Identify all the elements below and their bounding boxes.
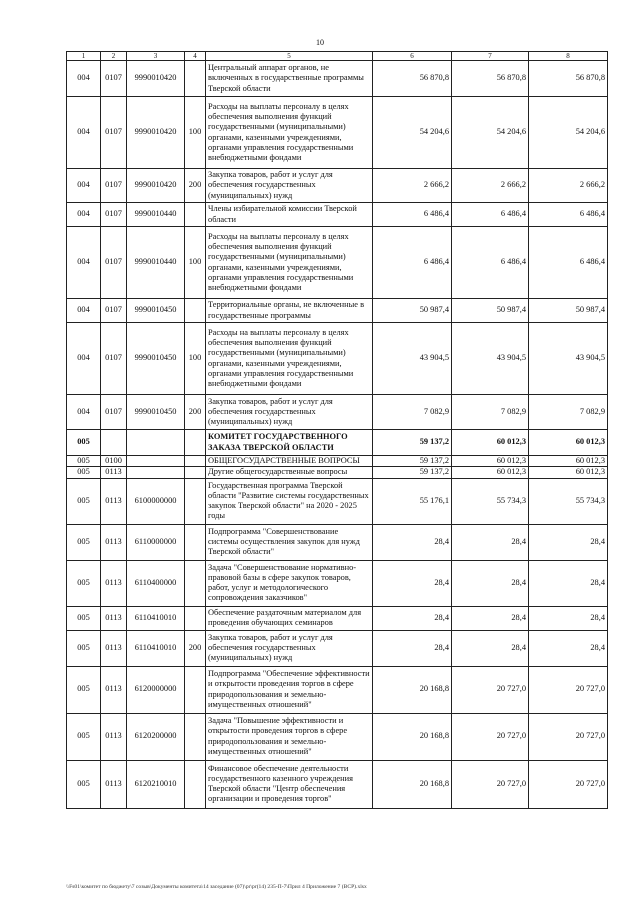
column-number-5: 5 bbox=[206, 52, 373, 61]
table-row bbox=[67, 760, 608, 808]
amount-cell-year2: 54 204,6 bbox=[452, 97, 529, 169]
section-code-cell: 0113 bbox=[101, 560, 127, 606]
admin-code-cell: 005 bbox=[67, 560, 101, 606]
section-code-cell: 0107 bbox=[101, 97, 127, 169]
amount-cell-year2: 28,4 bbox=[452, 524, 529, 560]
amount-cell-year3: 2 666,2 bbox=[529, 169, 608, 203]
expense-type-cell bbox=[185, 203, 206, 227]
description-cell: Задача "Совершенствование нормативно-правовой базы в сфере закупок товаров, работ, услуг и методологического сопровождения заказчиков" bbox=[206, 560, 373, 606]
admin-code-cell: 005 bbox=[67, 456, 101, 467]
amount-cell-year1: 28,4 bbox=[373, 524, 452, 560]
expense-type-cell: 200 bbox=[185, 169, 206, 203]
admin-code-cell: 004 bbox=[67, 299, 101, 323]
expense-type-cell: 100 bbox=[185, 97, 206, 169]
section-code-cell: 0113 bbox=[101, 524, 127, 560]
table-row bbox=[67, 299, 608, 323]
admin-code-cell: 004 bbox=[67, 97, 101, 169]
amount-cell-year3: 28,4 bbox=[529, 560, 608, 606]
target-article-cell: 9990010420 bbox=[127, 61, 185, 97]
amount-cell-year1: 54 204,6 bbox=[373, 97, 452, 169]
amount-cell-year1: 20 168,8 bbox=[373, 713, 452, 760]
amount-cell-year1: 6 486,4 bbox=[373, 227, 452, 299]
description-cell: Финансовое обеспечение деятельности государственного казенного учреждения Тверской области "Центр обеспечения организации и проведения торгов" bbox=[206, 760, 373, 808]
target-article-cell: 9990010450 bbox=[127, 395, 185, 430]
amount-cell-year3: 6 486,4 bbox=[529, 203, 608, 227]
target-article-cell: 6110400000 bbox=[127, 560, 185, 606]
amount-cell-year3: 28,4 bbox=[529, 606, 608, 630]
expense-type-cell bbox=[185, 560, 206, 606]
description-cell: Расходы на выплаты персоналу в целях обеспечения выполнения функций государственными (муниципальными) органами, казенными учреждениями, органами управления государственными внебюджетными фондами bbox=[206, 323, 373, 395]
section-code-cell bbox=[101, 430, 127, 456]
description-cell: Подпрограмма "Обеспечение эффективности и открытости проведения торгов в сфере природопользования и земельно-имущественных отношений" bbox=[206, 666, 373, 713]
expense-type-cell bbox=[185, 430, 206, 456]
table-row bbox=[67, 323, 608, 395]
section-code-cell: 0107 bbox=[101, 227, 127, 299]
amount-cell-year1: 59 137,2 bbox=[373, 430, 452, 456]
target-article-cell: 9990010420 bbox=[127, 169, 185, 203]
table-row bbox=[67, 524, 608, 560]
amount-cell-year2: 60 012,3 bbox=[452, 467, 529, 478]
amount-cell-year2: 6 486,4 bbox=[452, 227, 529, 299]
description-cell: Государственная программа Тверской области "Развитие системы государственных закупок Тверской области" на 2020 - 2025 годы bbox=[206, 478, 373, 524]
target-article-cell: 6120210010 bbox=[127, 760, 185, 808]
table-row bbox=[67, 560, 608, 606]
admin-code-cell: 005 bbox=[67, 524, 101, 560]
amount-cell-year3: 60 012,3 bbox=[529, 430, 608, 456]
section-code-cell: 0113 bbox=[101, 713, 127, 760]
admin-code-cell: 005 bbox=[67, 606, 101, 630]
expense-type-cell: 200 bbox=[185, 630, 206, 666]
description-cell: Другие общегосударственные вопросы bbox=[206, 467, 373, 478]
amount-cell-year3: 60 012,3 bbox=[529, 456, 608, 467]
expense-type-cell bbox=[185, 713, 206, 760]
description-cell: Закупка товаров, работ и услуг для обеспечения государственных (муниципальных) нужд bbox=[206, 395, 373, 430]
amount-cell-year2: 28,4 bbox=[452, 606, 529, 630]
admin-code-cell: 005 bbox=[67, 630, 101, 666]
section-code-cell: 0107 bbox=[101, 299, 127, 323]
admin-code-cell: 004 bbox=[67, 323, 101, 395]
table-row bbox=[67, 430, 608, 456]
admin-code-cell: 004 bbox=[67, 203, 101, 227]
amount-cell-year1: 50 987,4 bbox=[373, 299, 452, 323]
amount-cell-year3: 56 870,8 bbox=[529, 61, 608, 97]
description-cell: Расходы на выплаты персоналу в целях обеспечения выполнения функций государственными (муниципальными) органами, казенными учреждениями, органами управления государственными внебюджетными фондами bbox=[206, 97, 373, 169]
description-cell: КОМИТЕТ ГОСУДАРСТВЕННОГО ЗАКАЗА ТВЕРСКОЙ ОБЛАСТИ bbox=[206, 430, 373, 456]
column-number-6: 6 bbox=[373, 52, 452, 61]
expense-type-cell bbox=[185, 61, 206, 97]
amount-cell-year3: 6 486,4 bbox=[529, 227, 608, 299]
column-number-1: 1 bbox=[67, 52, 101, 61]
table-row bbox=[67, 456, 608, 467]
expense-type-cell: 100 bbox=[185, 323, 206, 395]
description-cell: Территориальные органы, не включенные в государственные программы bbox=[206, 299, 373, 323]
amount-cell-year3: 20 727,0 bbox=[529, 666, 608, 713]
amount-cell-year2: 60 012,3 bbox=[452, 456, 529, 467]
amount-cell-year1: 20 168,8 bbox=[373, 666, 452, 713]
admin-code-cell: 004 bbox=[67, 61, 101, 97]
amount-cell-year1: 20 168,8 bbox=[373, 760, 452, 808]
amount-cell-year3: 55 734,3 bbox=[529, 478, 608, 524]
table-row bbox=[67, 203, 608, 227]
table-row bbox=[67, 227, 608, 299]
amount-cell-year3: 20 727,0 bbox=[529, 760, 608, 808]
amount-cell-year1: 6 486,4 bbox=[373, 203, 452, 227]
admin-code-cell: 004 bbox=[67, 169, 101, 203]
target-article-cell: 9990010440 bbox=[127, 227, 185, 299]
expense-type-cell bbox=[185, 666, 206, 713]
table-row bbox=[67, 395, 608, 430]
admin-code-cell: 005 bbox=[67, 713, 101, 760]
target-article-cell: 6110410010 bbox=[127, 606, 185, 630]
target-article-cell: 9990010450 bbox=[127, 323, 185, 395]
section-code-cell: 0100 bbox=[101, 456, 127, 467]
table-row bbox=[67, 169, 608, 203]
description-cell: ОБЩЕГОСУДАРСТВЕННЫЕ ВОПРОСЫ bbox=[206, 456, 373, 467]
admin-code-cell: 004 bbox=[67, 395, 101, 430]
expense-type-cell: 200 bbox=[185, 395, 206, 430]
column-number-row bbox=[67, 52, 608, 61]
amount-cell-year3: 28,4 bbox=[529, 630, 608, 666]
amount-cell-year3: 54 204,6 bbox=[529, 97, 608, 169]
table-body bbox=[67, 61, 608, 809]
expense-type-cell bbox=[185, 456, 206, 467]
page-number: 10 bbox=[316, 38, 324, 47]
amount-cell-year1: 28,4 bbox=[373, 560, 452, 606]
column-number-3: 3 bbox=[127, 52, 185, 61]
table-row bbox=[67, 467, 608, 478]
amount-cell-year2: 6 486,4 bbox=[452, 203, 529, 227]
admin-code-cell: 005 bbox=[67, 467, 101, 478]
target-article-cell bbox=[127, 467, 185, 478]
amount-cell-year2: 28,4 bbox=[452, 630, 529, 666]
amount-cell-year2: 20 727,0 bbox=[452, 760, 529, 808]
section-code-cell: 0113 bbox=[101, 478, 127, 524]
amount-cell-year2: 50 987,4 bbox=[452, 299, 529, 323]
amount-cell-year2: 56 870,8 bbox=[452, 61, 529, 97]
section-code-cell: 0113 bbox=[101, 606, 127, 630]
description-cell: Задача "Повышение эффективности и открытости проведения торгов в сфере природопользования и земельно-имущественных отношений" bbox=[206, 713, 373, 760]
description-cell: Закупка товаров, работ и услуг для обеспечения государственных (муниципальных) нужд bbox=[206, 169, 373, 203]
column-number-8: 8 bbox=[529, 52, 608, 61]
expense-type-cell bbox=[185, 478, 206, 524]
description-cell: Подпрограмма "Совершенствование системы осуществления закупок для нужд Тверской области" bbox=[206, 524, 373, 560]
amount-cell-year3: 43 904,5 bbox=[529, 323, 608, 395]
table-row bbox=[67, 478, 608, 524]
amount-cell-year3: 7 082,9 bbox=[529, 395, 608, 430]
admin-code-cell: 005 bbox=[67, 760, 101, 808]
section-code-cell: 0107 bbox=[101, 61, 127, 97]
table-row bbox=[67, 630, 608, 666]
expense-type-cell: 100 bbox=[185, 227, 206, 299]
admin-code-cell: 004 bbox=[67, 227, 101, 299]
target-article-cell: 6100000000 bbox=[127, 478, 185, 524]
amount-cell-year1: 28,4 bbox=[373, 606, 452, 630]
amount-cell-year1: 2 666,2 bbox=[373, 169, 452, 203]
amount-cell-year1: 43 904,5 bbox=[373, 323, 452, 395]
target-article-cell: 9990010420 bbox=[127, 97, 185, 169]
section-code-cell: 0113 bbox=[101, 630, 127, 666]
description-cell: Члены избирательной комиссии Тверской области bbox=[206, 203, 373, 227]
amount-cell-year2: 55 734,3 bbox=[452, 478, 529, 524]
admin-code-cell: 005 bbox=[67, 666, 101, 713]
amount-cell-year2: 2 666,2 bbox=[452, 169, 529, 203]
target-article-cell bbox=[127, 430, 185, 456]
column-number-4: 4 bbox=[185, 52, 206, 61]
section-code-cell: 0113 bbox=[101, 666, 127, 713]
amount-cell-year3: 20 727,0 bbox=[529, 713, 608, 760]
description-cell: Обеспечение раздаточным материалом для проведения обучающих семинаров bbox=[206, 606, 373, 630]
section-code-cell: 0107 bbox=[101, 203, 127, 227]
expense-type-cell bbox=[185, 760, 206, 808]
target-article-cell: 6120000000 bbox=[127, 666, 185, 713]
table-row bbox=[67, 666, 608, 713]
amount-cell-year1: 7 082,9 bbox=[373, 395, 452, 430]
amount-cell-year2: 20 727,0 bbox=[452, 713, 529, 760]
description-cell: Закупка товаров, работ и услуг для обеспечения государственных (муниципальных) нужд bbox=[206, 630, 373, 666]
admin-code-cell: 005 bbox=[67, 478, 101, 524]
amount-cell-year1: 56 870,8 bbox=[373, 61, 452, 97]
table-row bbox=[67, 606, 608, 630]
target-article-cell: 9990010440 bbox=[127, 203, 185, 227]
amount-cell-year3: 50 987,4 bbox=[529, 299, 608, 323]
target-article-cell: 6110410010 bbox=[127, 630, 185, 666]
target-article-cell: 6120200000 bbox=[127, 713, 185, 760]
budget-table bbox=[66, 51, 608, 809]
section-code-cell: 0113 bbox=[101, 760, 127, 808]
column-number-2: 2 bbox=[101, 52, 127, 61]
column-number-7: 7 bbox=[452, 52, 529, 61]
section-code-cell: 0107 bbox=[101, 395, 127, 430]
expense-type-cell bbox=[185, 467, 206, 478]
target-article-cell: 6110000000 bbox=[127, 524, 185, 560]
amount-cell-year1: 28,4 bbox=[373, 630, 452, 666]
target-article-cell: 9990010450 bbox=[127, 299, 185, 323]
amount-cell-year2: 43 904,5 bbox=[452, 323, 529, 395]
table-row bbox=[67, 61, 608, 97]
description-cell: Расходы на выплаты персоналу в целях обеспечения выполнения функций государственными (муниципальными) органами, казенными учреждениями, органами управления государственными внебюджетными фондами bbox=[206, 227, 373, 299]
amount-cell-year1: 55 176,1 bbox=[373, 478, 452, 524]
file-path-footer: \\Fs01\комитет по бюджету\7 созыв\Документы комитета\14 заседание (07)\pr\pr(14) 235-П-7\Прил 4 Приложение 7 (ВСР).xlsx bbox=[66, 884, 367, 890]
amount-cell-year2: 7 082,9 bbox=[452, 395, 529, 430]
section-code-cell: 0113 bbox=[101, 467, 127, 478]
target-article-cell bbox=[127, 456, 185, 467]
amount-cell-year3: 28,4 bbox=[529, 524, 608, 560]
table-row bbox=[67, 97, 608, 169]
amount-cell-year2: 20 727,0 bbox=[452, 666, 529, 713]
amount-cell-year1: 59 137,2 bbox=[373, 467, 452, 478]
expense-type-cell bbox=[185, 524, 206, 560]
amount-cell-year1: 59 137,2 bbox=[373, 456, 452, 467]
section-code-cell: 0107 bbox=[101, 169, 127, 203]
table-row bbox=[67, 713, 608, 760]
amount-cell-year2: 28,4 bbox=[452, 560, 529, 606]
description-cell: Центральный аппарат органов, не включенных в государственные программы Тверской области bbox=[206, 61, 373, 97]
amount-cell-year3: 60 012,3 bbox=[529, 467, 608, 478]
expense-type-cell bbox=[185, 606, 206, 630]
section-code-cell: 0107 bbox=[101, 323, 127, 395]
amount-cell-year2: 60 012,3 bbox=[452, 430, 529, 456]
expense-type-cell bbox=[185, 299, 206, 323]
admin-code-cell: 005 bbox=[67, 430, 101, 456]
